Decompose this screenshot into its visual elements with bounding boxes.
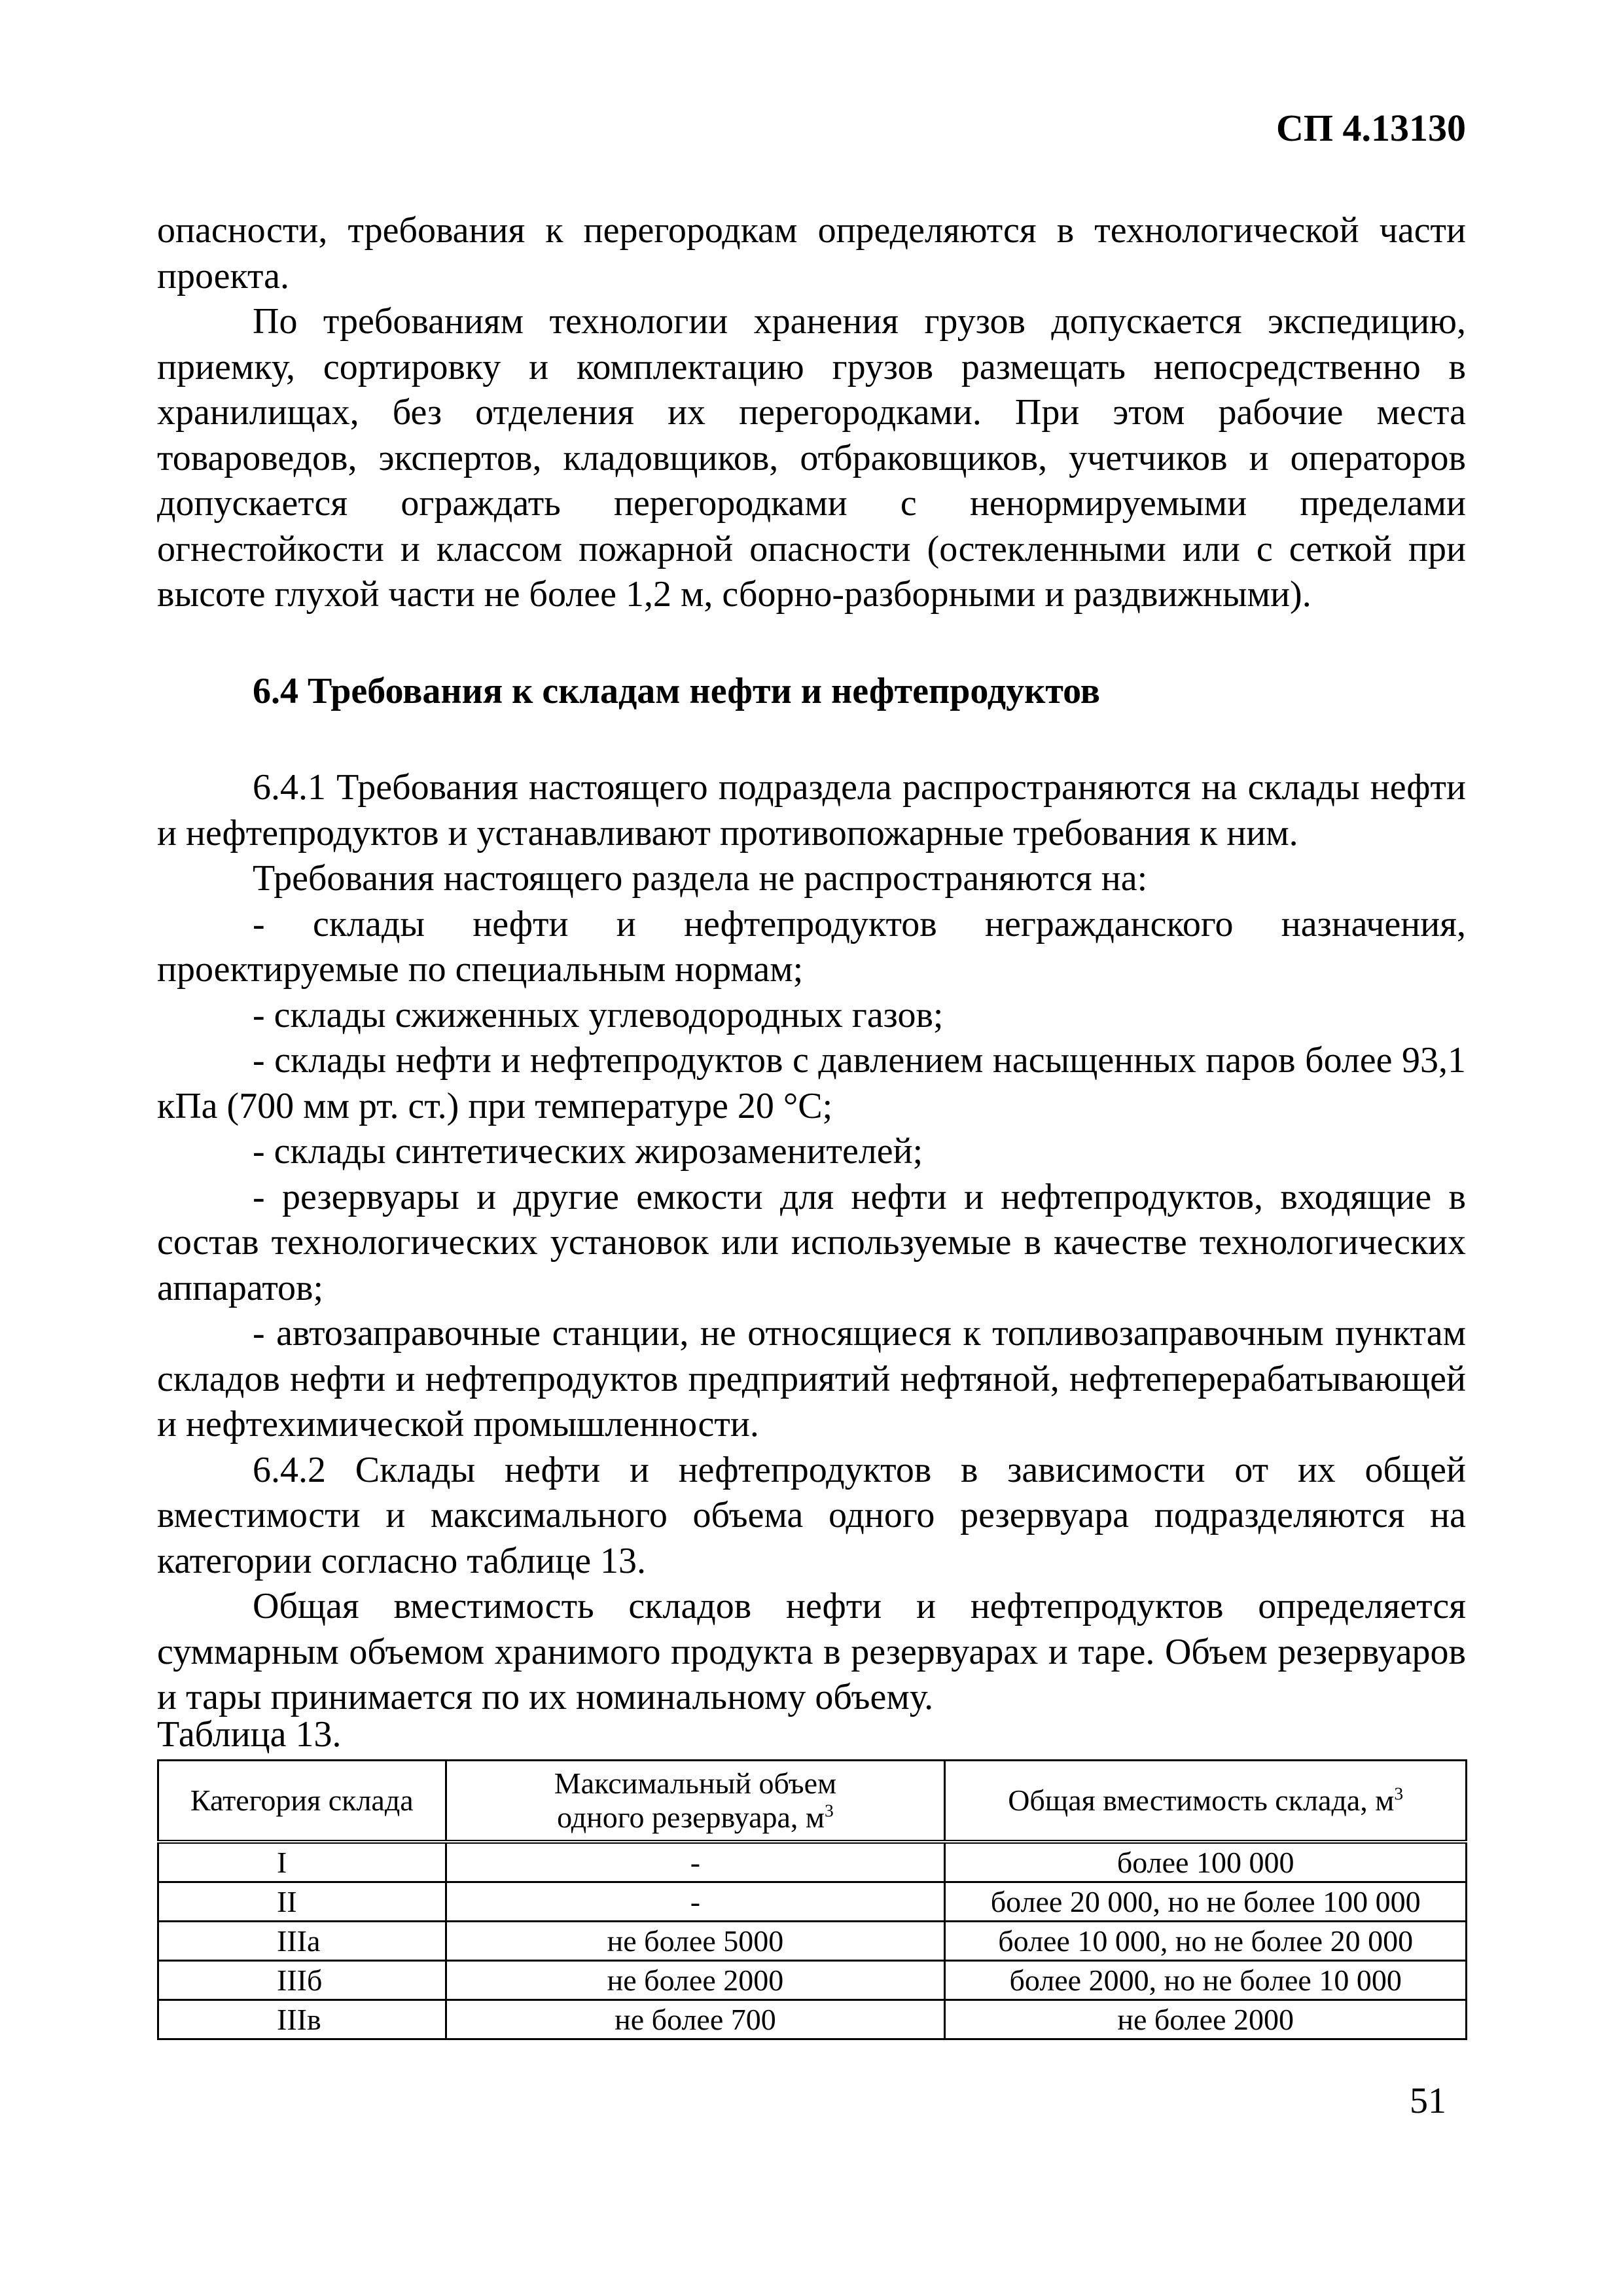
cell-category: I bbox=[158, 1842, 446, 1882]
cell-category: IIIa bbox=[158, 1922, 446, 1961]
table-row bbox=[158, 1961, 1467, 2000]
paragraph-6-4-1: 6.4.1 Требования настоящего подраздела распространяются на склады нефти и нефтепродуктов и устанавливают противопожарные требования к ним. bbox=[157, 767, 1466, 853]
cell-max-volume: не более 2000 bbox=[446, 1961, 945, 2000]
cell-category: IIIб bbox=[158, 1961, 446, 2000]
table-row bbox=[158, 2000, 1467, 2039]
header-total-capacity-label: Общая вместимость склада, м bbox=[1008, 1784, 1395, 1817]
cell-total-capacity: более 20 000, но не более 100 000 bbox=[945, 1882, 1467, 1922]
paragraph-storage-requirements: По требованиям технологии хранения грузов допускается экспедицию, приемку, сортировку и комплектацию грузов размещать непосредственно в хранилищах, без отделения их перегородками. При этом рабочие места товароведов, экспертов, кладовщиков, отбраковщиков, учетчиков и операторов допускается ограждать перегородками с ненормируемыми пределами огнестойкости и классом пожарной опасности (остекленными или с сеткой при высоте глухой части не более 1,2 м, сборно-разборными и раздвижными). bbox=[157, 301, 1466, 615]
paragraph-6-4-2: 6.4.2 Склады нефти и нефтепродуктов в зависимости от их общей вместимости и максимального объема одного резервуара подразделяются на категории согласно таблице 13. bbox=[157, 1449, 1466, 1581]
page-number: 51 bbox=[1410, 2081, 1446, 2121]
table-row bbox=[158, 1842, 1467, 1882]
cell-total-capacity: не более 2000 bbox=[945, 2000, 1467, 2039]
cell-max-volume: - bbox=[446, 1842, 945, 1882]
header-max-tank-volume-line1: Максимальный объем bbox=[554, 1767, 837, 1800]
list-item: - автозаправочные станции, не относящиеся к топливозаправочным пунктам складов нефти и нефтепродуктов предприятий нефтяной, нефтеперерабатывающей и нефтехимической промышленности. bbox=[157, 1313, 1466, 1444]
list-item: - склады нефти и нефтепродуктов негражданского назначения, проектируемые по специальным нормам; bbox=[157, 903, 1466, 990]
cell-total-capacity: более 100 000 bbox=[945, 1842, 1467, 1882]
cell-total-capacity: более 2000, но не более 10 000 bbox=[945, 1961, 1467, 2000]
header-category: Категория склада bbox=[158, 1761, 446, 1842]
paragraph-continuation: опасности, требования к перегородкам определяются в технологической части проекта. bbox=[157, 210, 1466, 296]
document-code-header: СП 4.13130 bbox=[1276, 107, 1466, 149]
cell-category: II bbox=[158, 1882, 446, 1922]
paragraph-scope: Требования настоящего раздела не распространяются на: bbox=[253, 858, 1148, 899]
table-header-row bbox=[158, 1761, 1467, 1842]
document-body bbox=[157, 208, 1466, 1721]
header-max-tank-volume-unit-exponent: 3 bbox=[825, 1800, 834, 1821]
list-item: - склады сжиженных углеводородных газов; bbox=[253, 994, 944, 1035]
category-table bbox=[157, 1759, 1467, 2040]
paragraph-total-capacity: Общая вместимость складов нефти и нефтепродуктов определяется суммарным объемом хранимого продукта в резервуарах и таре. Объем резервуаров и тары принимается по их номинальному объему. bbox=[157, 1586, 1466, 1717]
header-max-tank-volume bbox=[446, 1761, 945, 1842]
cell-max-volume: не более 5000 bbox=[446, 1922, 945, 1961]
table-caption: Таблица 13. bbox=[157, 1714, 342, 1755]
list-item: - склады синтетических жирозаменителей; bbox=[253, 1131, 923, 1172]
list-item: - резервуары и другие емкости для нефти и нефтепродуктов, входящие в состав технологических установок или используемые в качестве технологических аппаратов; bbox=[157, 1176, 1466, 1308]
table-row bbox=[158, 1922, 1467, 1961]
cell-max-volume: - bbox=[446, 1882, 945, 1922]
section-heading: 6.4 Требования к складам нефти и нефтепродуктов bbox=[253, 670, 1100, 711]
header-total-capacity bbox=[945, 1761, 1467, 1842]
header-total-capacity-unit-exponent: 3 bbox=[1394, 1783, 1404, 1804]
table-row bbox=[158, 1882, 1467, 1922]
cell-max-volume: не более 700 bbox=[446, 2000, 945, 2039]
header-max-tank-volume-line2: одного резервуара, м bbox=[557, 1801, 825, 1834]
list-item: - склады нефти и нефтепродуктов с давлением насыщенных паров более 93,1 кПа (700 мм рт. ст.) при температуре 20 °С; bbox=[157, 1040, 1466, 1126]
cell-category: IIIв bbox=[158, 2000, 446, 2039]
cell-total-capacity: более 10 000, но не более 20 000 bbox=[945, 1922, 1467, 1961]
